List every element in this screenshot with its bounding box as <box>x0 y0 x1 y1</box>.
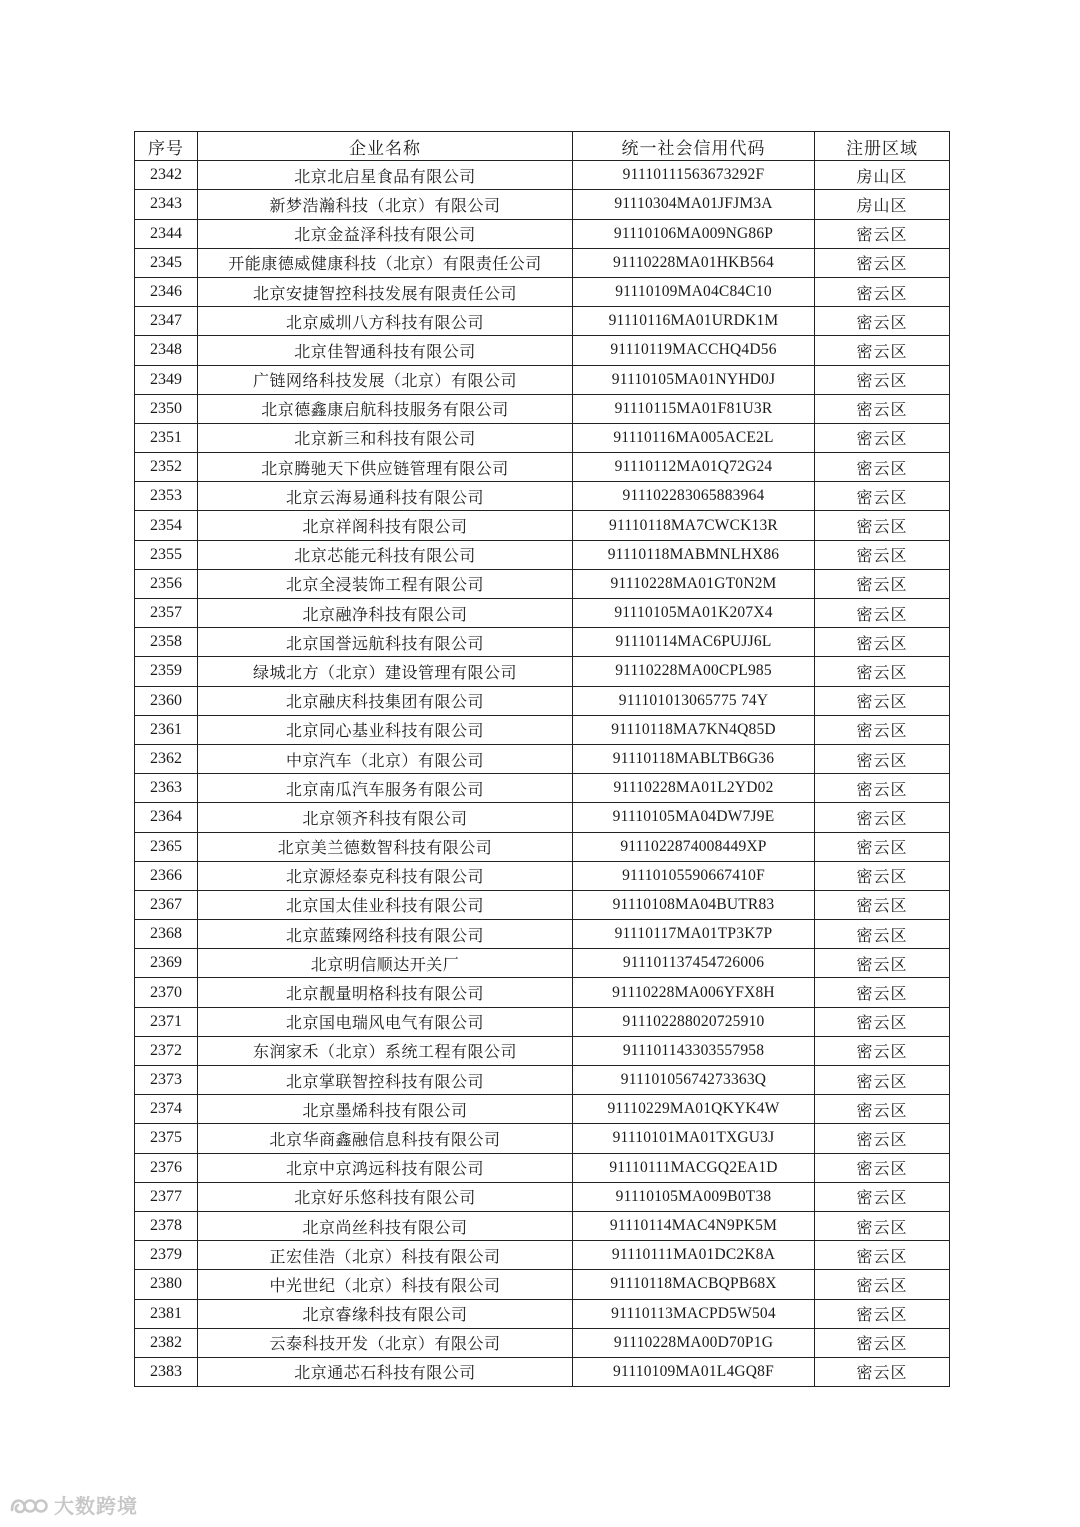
cell-serial-number: 2382 <box>135 1328 198 1357</box>
cell-company-name: 中京汽车（北京）有限公司 <box>198 744 573 773</box>
cell-credit-code: 9111022874008449XP <box>573 832 815 861</box>
cell-registered-area: 密云区 <box>815 482 950 511</box>
cell-registered-area: 密云区 <box>815 599 950 628</box>
table-row <box>135 803 950 832</box>
cell-serial-number: 2368 <box>135 920 198 949</box>
cell-registered-area: 密云区 <box>815 1007 950 1036</box>
table-row <box>135 920 950 949</box>
cell-credit-code: 91110228MA01HKB564 <box>573 248 815 277</box>
cell-registered-area: 密云区 <box>815 920 950 949</box>
cell-registered-area: 密云区 <box>815 336 950 365</box>
cell-company-name: 北京靓量明格科技有限公司 <box>198 978 573 1007</box>
cell-company-name: 北京金益泽科技有限公司 <box>198 219 573 248</box>
cell-company-name: 北京芯能元科技有限公司 <box>198 540 573 569</box>
cell-company-name: 北京墨烯科技有限公司 <box>198 1095 573 1124</box>
cell-registered-area: 密云区 <box>815 1241 950 1270</box>
cell-credit-code: 911102288020725910 <box>573 1007 815 1036</box>
cell-company-name: 北京安捷智控科技发展有限责任公司 <box>198 277 573 306</box>
cell-registered-area: 密云区 <box>815 1036 950 1065</box>
cell-serial-number: 2377 <box>135 1182 198 1211</box>
table-body <box>135 161 950 1387</box>
table-row <box>135 1007 950 1036</box>
cell-company-name: 北京全浸装饰工程有限公司 <box>198 569 573 598</box>
cell-registered-area: 密云区 <box>815 686 950 715</box>
cell-company-name: 北京睿缘科技有限公司 <box>198 1299 573 1328</box>
cell-registered-area: 密云区 <box>815 832 950 861</box>
cell-company-name: 北京尚丝科技有限公司 <box>198 1211 573 1240</box>
cell-serial-number: 2345 <box>135 248 198 277</box>
cell-serial-number: 2342 <box>135 161 198 190</box>
table-row <box>135 599 950 628</box>
cell-credit-code: 91110114MAC6PUJJ6L <box>573 628 815 657</box>
cell-serial-number: 2357 <box>135 599 198 628</box>
cell-registered-area: 房山区 <box>815 161 950 190</box>
table-row <box>135 1153 950 1182</box>
cell-company-name: 开能康德威健康科技（北京）有限责任公司 <box>198 248 573 277</box>
cell-company-name: 北京南瓜汽车服务有限公司 <box>198 774 573 803</box>
table-row <box>135 423 950 452</box>
cell-company-name: 东润家禾（北京）系统工程有限公司 <box>198 1036 573 1065</box>
cell-registered-area: 密云区 <box>815 511 950 540</box>
cell-serial-number: 2362 <box>135 744 198 773</box>
cell-credit-code: 91110118MABMNLHX86 <box>573 540 815 569</box>
cell-credit-code: 91110108MA04BUTR83 <box>573 890 815 919</box>
cell-credit-code: 911101137454726006 <box>573 949 815 978</box>
table-row <box>135 569 950 598</box>
cell-serial-number: 2352 <box>135 453 198 482</box>
cell-credit-code: 91110112MA01Q72G24 <box>573 453 815 482</box>
cell-serial-number: 2366 <box>135 861 198 890</box>
cell-credit-code: 91110101MA01TXGU3J <box>573 1124 815 1153</box>
cell-credit-code: 91110304MA01JFJM3A <box>573 190 815 219</box>
watermark-text: 大数跨境 <box>54 1494 138 1518</box>
table-row <box>135 628 950 657</box>
cell-registered-area: 密云区 <box>815 774 950 803</box>
brand-logo-icon <box>8 1492 48 1518</box>
table-row <box>135 248 950 277</box>
cell-serial-number: 2356 <box>135 569 198 598</box>
cell-company-name: 北京融庆科技集团有限公司 <box>198 686 573 715</box>
table-row <box>135 744 950 773</box>
table-row <box>135 307 950 336</box>
cell-serial-number: 2370 <box>135 978 198 1007</box>
cell-serial-number: 2380 <box>135 1270 198 1299</box>
table-row <box>135 1357 950 1386</box>
cell-serial-number: 2359 <box>135 657 198 686</box>
table-row <box>135 715 950 744</box>
cell-serial-number: 2379 <box>135 1241 198 1270</box>
cell-company-name: 北京德鑫康启航科技服务有限公司 <box>198 394 573 423</box>
cell-registered-area: 密云区 <box>815 1095 950 1124</box>
cell-registered-area: 密云区 <box>815 890 950 919</box>
table-row <box>135 1299 950 1328</box>
cell-credit-code: 91110113MACPD5W504 <box>573 1299 815 1328</box>
cell-company-name: 北京云海易通科技有限公司 <box>198 482 573 511</box>
table-row <box>135 482 950 511</box>
table-row <box>135 394 950 423</box>
cell-serial-number: 2344 <box>135 219 198 248</box>
cell-registered-area: 密云区 <box>815 219 950 248</box>
cell-serial-number: 2354 <box>135 511 198 540</box>
cell-credit-code: 91110228MA00CPL985 <box>573 657 815 686</box>
cell-registered-area: 密云区 <box>815 715 950 744</box>
cell-serial-number: 2369 <box>135 949 198 978</box>
cell-company-name: 北京通芯石科技有限公司 <box>198 1357 573 1386</box>
cell-company-name: 广链网络科技发展（北京）有限公司 <box>198 365 573 394</box>
cell-company-name: 北京源烃泰克科技有限公司 <box>198 861 573 890</box>
table-row <box>135 861 950 890</box>
cell-company-name: 北京新三和科技有限公司 <box>198 423 573 452</box>
cell-company-name: 新梦浩瀚科技（北京）有限公司 <box>198 190 573 219</box>
cell-credit-code: 91110228MA01L2YD02 <box>573 774 815 803</box>
table-row <box>135 978 950 1007</box>
cell-registered-area: 密云区 <box>815 569 950 598</box>
cell-registered-area: 密云区 <box>815 1270 950 1299</box>
cell-serial-number: 2355 <box>135 540 198 569</box>
cell-company-name: 正宏佳浩（北京）科技有限公司 <box>198 1241 573 1270</box>
cell-credit-code: 911101143303557958 <box>573 1036 815 1065</box>
cell-serial-number: 2375 <box>135 1124 198 1153</box>
cell-credit-code: 91110105MA04DW7J9E <box>573 803 815 832</box>
cell-credit-code: 91110105674273363Q <box>573 1066 815 1095</box>
cell-serial-number: 2351 <box>135 423 198 452</box>
cell-company-name: 北京北启星食品有限公司 <box>198 161 573 190</box>
header-row <box>135 132 950 161</box>
cell-credit-code: 911101013065775 74Y <box>573 686 815 715</box>
table-row <box>135 890 950 919</box>
table-row <box>135 657 950 686</box>
cell-credit-code: 91110116MA005ACE2L <box>573 423 815 452</box>
table-row <box>135 453 950 482</box>
cell-serial-number: 2374 <box>135 1095 198 1124</box>
table-row <box>135 1095 950 1124</box>
cell-company-name: 北京融净科技有限公司 <box>198 599 573 628</box>
cell-registered-area: 密云区 <box>815 1153 950 1182</box>
cell-credit-code: 91110118MACBQPB68X <box>573 1270 815 1299</box>
cell-credit-code: 91110118MA7KN4Q85D <box>573 715 815 744</box>
cell-serial-number: 2365 <box>135 832 198 861</box>
cell-company-name: 北京领齐科技有限公司 <box>198 803 573 832</box>
cell-company-name: 北京国太佳业科技有限公司 <box>198 890 573 919</box>
cell-company-name: 云泰科技开发（北京）有限公司 <box>198 1328 573 1357</box>
table-row <box>135 277 950 306</box>
cell-serial-number: 2378 <box>135 1211 198 1240</box>
cell-registered-area: 密云区 <box>815 1299 950 1328</box>
cell-credit-code: 91110105590667410F <box>573 861 815 890</box>
cell-company-name: 北京美兰德数智科技有限公司 <box>198 832 573 861</box>
cell-serial-number: 2360 <box>135 686 198 715</box>
cell-credit-code: 91110228MA006YFX8H <box>573 978 815 1007</box>
cell-company-name: 中光世纪（北京）科技有限公司 <box>198 1270 573 1299</box>
table-row <box>135 1270 950 1299</box>
cell-serial-number: 2350 <box>135 394 198 423</box>
cell-registered-area: 密云区 <box>815 1182 950 1211</box>
cell-credit-code: 911102283065883964 <box>573 482 815 511</box>
cell-credit-code: 91110111563673292F <box>573 161 815 190</box>
table-row <box>135 1124 950 1153</box>
cell-registered-area: 密云区 <box>815 978 950 1007</box>
cell-credit-code: 91110115MA01F81U3R <box>573 394 815 423</box>
table-row <box>135 949 950 978</box>
cell-serial-number: 2372 <box>135 1036 198 1065</box>
table-row <box>135 1241 950 1270</box>
table-row <box>135 774 950 803</box>
table-row <box>135 1328 950 1357</box>
cell-credit-code: 91110228MA01GT0N2M <box>573 569 815 598</box>
cell-serial-number: 2348 <box>135 336 198 365</box>
cell-registered-area: 密云区 <box>815 248 950 277</box>
cell-registered-area: 密云区 <box>815 657 950 686</box>
cell-serial-number: 2383 <box>135 1357 198 1386</box>
cell-serial-number: 2376 <box>135 1153 198 1182</box>
cell-company-name: 北京国誉远航科技有限公司 <box>198 628 573 657</box>
cell-company-name: 北京中京鸿远科技有限公司 <box>198 1153 573 1182</box>
cell-serial-number: 2343 <box>135 190 198 219</box>
cell-serial-number: 2371 <box>135 1007 198 1036</box>
cell-credit-code: 91110105MA01K207X4 <box>573 599 815 628</box>
cell-credit-code: 91110117MA01TP3K7P <box>573 920 815 949</box>
table-row <box>135 161 950 190</box>
cell-registered-area: 密云区 <box>815 628 950 657</box>
cell-credit-code: 91110114MAC4N9PK5M <box>573 1211 815 1240</box>
cell-serial-number: 2361 <box>135 715 198 744</box>
cell-company-name: 绿城北方（北京）建设管理有限公司 <box>198 657 573 686</box>
cell-registered-area: 密云区 <box>815 365 950 394</box>
table-row <box>135 1066 950 1095</box>
cell-serial-number: 2358 <box>135 628 198 657</box>
cell-registered-area: 密云区 <box>815 803 950 832</box>
cell-registered-area: 房山区 <box>815 190 950 219</box>
cell-registered-area: 密云区 <box>815 744 950 773</box>
cell-company-name: 北京佳智通科技有限公司 <box>198 336 573 365</box>
cell-company-name: 北京明信顺达开关厂 <box>198 949 573 978</box>
cell-registered-area: 密云区 <box>815 1066 950 1095</box>
table-row <box>135 686 950 715</box>
watermark <box>8 1490 138 1519</box>
cell-company-name: 北京同心基业科技有限公司 <box>198 715 573 744</box>
cell-credit-code: 91110111MA01DC2K8A <box>573 1241 815 1270</box>
table-row <box>135 219 950 248</box>
cell-credit-code: 91110109MA01L4GQ8F <box>573 1357 815 1386</box>
cell-credit-code: 91110229MA01QKYK4W <box>573 1095 815 1124</box>
table-row <box>135 832 950 861</box>
cell-credit-code: 91110228MA00D70P1G <box>573 1328 815 1357</box>
cell-company-name: 北京祥阁科技有限公司 <box>198 511 573 540</box>
table-row <box>135 511 950 540</box>
cell-company-name: 北京腾驰天下供应链管理有限公司 <box>198 453 573 482</box>
cell-company-name: 北京掌联智控科技有限公司 <box>198 1066 573 1095</box>
cell-registered-area: 密云区 <box>815 949 950 978</box>
cell-registered-area: 密云区 <box>815 423 950 452</box>
table-row <box>135 540 950 569</box>
header-registered-area: 注册区域 <box>815 132 950 161</box>
table-row <box>135 336 950 365</box>
cell-credit-code: 91110118MA7CWCK13R <box>573 511 815 540</box>
cell-serial-number: 2347 <box>135 307 198 336</box>
cell-serial-number: 2373 <box>135 1066 198 1095</box>
cell-credit-code: 91110106MA009NG86P <box>573 219 815 248</box>
table-row <box>135 1182 950 1211</box>
cell-company-name: 北京华商鑫融信息科技有限公司 <box>198 1124 573 1153</box>
cell-registered-area: 密云区 <box>815 453 950 482</box>
cell-registered-area: 密云区 <box>815 307 950 336</box>
table-row <box>135 1036 950 1065</box>
cell-registered-area: 密云区 <box>815 277 950 306</box>
header-company-name: 企业名称 <box>198 132 573 161</box>
table-row <box>135 1211 950 1240</box>
table-row <box>135 190 950 219</box>
cell-serial-number: 2346 <box>135 277 198 306</box>
cell-serial-number: 2364 <box>135 803 198 832</box>
cell-serial-number: 2353 <box>135 482 198 511</box>
cell-registered-area: 密云区 <box>815 1328 950 1357</box>
cell-serial-number: 2363 <box>135 774 198 803</box>
cell-serial-number: 2381 <box>135 1299 198 1328</box>
enterprise-table <box>134 131 950 1387</box>
cell-registered-area: 密云区 <box>815 394 950 423</box>
document-page <box>134 131 949 1387</box>
cell-credit-code: 91110116MA01URDK1M <box>573 307 815 336</box>
cell-credit-code: 91110111MACGQ2EA1D <box>573 1153 815 1182</box>
table-header <box>135 132 950 161</box>
cell-credit-code: 91110105MA009B0T38 <box>573 1182 815 1211</box>
header-serial-number: 序号 <box>135 132 198 161</box>
cell-registered-area: 密云区 <box>815 861 950 890</box>
cell-registered-area: 密云区 <box>815 540 950 569</box>
cell-credit-code: 91110109MA04C84C10 <box>573 277 815 306</box>
cell-registered-area: 密云区 <box>815 1124 950 1153</box>
header-credit-code: 统一社会信用代码 <box>573 132 815 161</box>
cell-credit-code: 91110118MABLTB6G36 <box>573 744 815 773</box>
cell-company-name: 北京威圳八方科技有限公司 <box>198 307 573 336</box>
cell-registered-area: 密云区 <box>815 1211 950 1240</box>
cell-serial-number: 2349 <box>135 365 198 394</box>
cell-company-name: 北京国电瑞风电气有限公司 <box>198 1007 573 1036</box>
cell-company-name: 北京蓝臻网络科技有限公司 <box>198 920 573 949</box>
cell-company-name: 北京好乐悠科技有限公司 <box>198 1182 573 1211</box>
cell-credit-code: 91110119MACCHQ4D56 <box>573 336 815 365</box>
table-row <box>135 365 950 394</box>
cell-registered-area: 密云区 <box>815 1357 950 1386</box>
cell-serial-number: 2367 <box>135 890 198 919</box>
cell-credit-code: 91110105MA01NYHD0J <box>573 365 815 394</box>
